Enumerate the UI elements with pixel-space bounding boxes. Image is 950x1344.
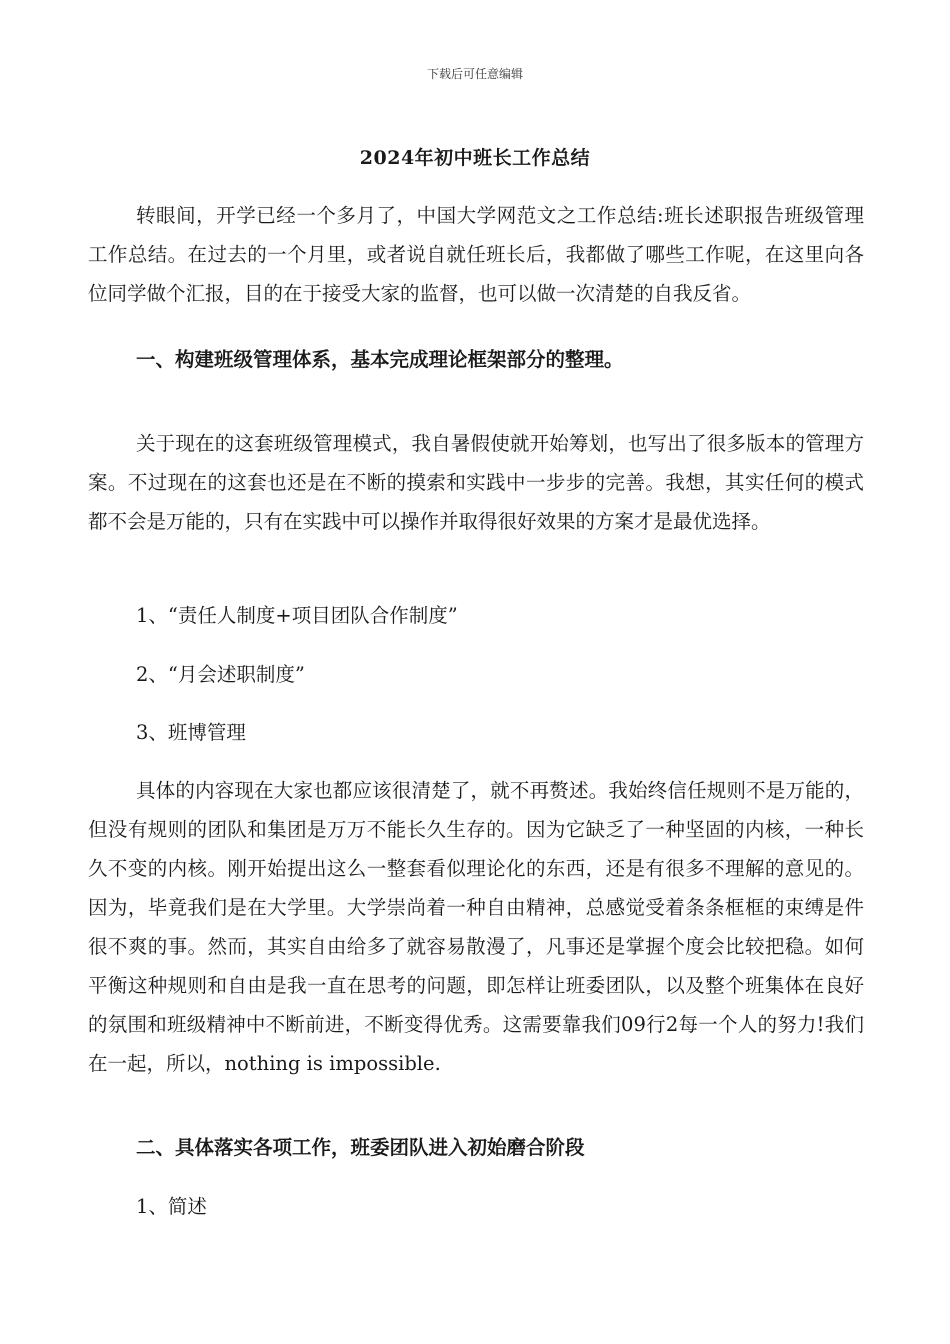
intro-paragraph: 转眼间，开学已经一个多月了，中国大学网范文之工作总结:班长述职报告班级管理工作总结。在过去的一个月里，或者说自就任班长后，我都做了哪些工作呢，在这里向各位同学做个汇报，目的在于接受大家的监督，也可以做一次清楚的自我反省。 (88, 204, 864, 305)
section2-item-1: 1、简述 (136, 1195, 207, 1218)
section1-item-1: 1、“责任人制度+项目团队合作制度” (136, 604, 458, 627)
section2-heading: 二、具体落实各项工作，班委团队进入初始磨合阶段 (136, 1136, 585, 1159)
section1-heading: 一、构建班级管理体系，基本完成理论框架部分的整理。 (136, 348, 624, 371)
document-title: 2024年初中班长工作总结 (359, 147, 591, 169)
section1-item-3: 3、班博管理 (136, 721, 246, 744)
header-note: 下载后可任意编辑 (426, 67, 523, 81)
section1-item-2: 2、“月会述职制度” (136, 663, 305, 686)
section1-paragraph: 关于现在的这套班级管理模式，我自暑假使就开始筹划，也写出了很多版本的管理方案。不过现在的这套也还是在不断的摸索和实践中一步步的完善。我想，其实任何的模式都不会是万能的，只有在实践中可以操作并取得很好效果的方案才是最优选择。 (88, 432, 864, 533)
section1-paragraph-2: 具体的内容现在大家也都应该很清楚了，就不再赘述。我始终信任规则不是万能的，但没有规则的团队和集团是万万不能长久生存的。因为它缺乏了一种坚固的内核，一种长久不变的内核。刚开始提出这么一整套看似理论化的东西，还是有很多不理解的意见的。因为，毕竟我们是在大学里。大学崇尚着一种自由精神，总感觉受着条条框框的束缚是件很不爽的事。然而，其实自由给多了就容易散漫了，凡事还是掌握个度会比较把稳。如何平衡这种规则和自由是我一直在思考的问题，即怎样让班委团队，以及整个班集体在良好的氛围和班级精神中不断前进，不断变得优秀。这需要靠我们09行2每一个人的努力!我们在一起，所以，nothing is impossible. (88, 779, 864, 1075)
